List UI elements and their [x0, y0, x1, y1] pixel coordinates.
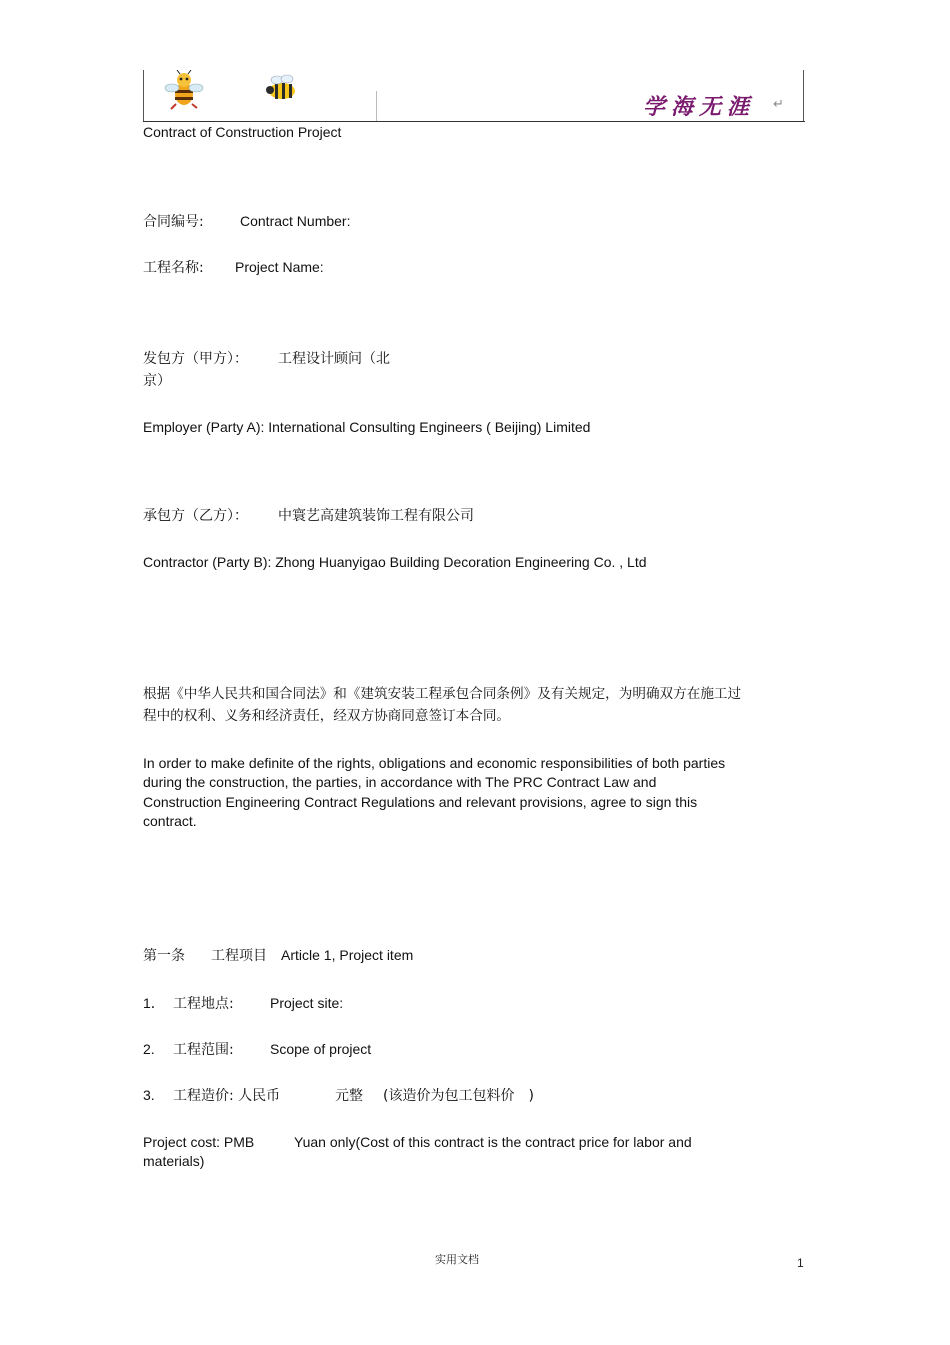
header-left-rule: [143, 70, 144, 121]
item2-en: Scope of project: [270, 1041, 372, 1057]
running-title: Contract of Construction Project: [143, 124, 342, 140]
header-logo-text: 学海无涯: [643, 94, 756, 120]
item2-number: 2.: [143, 1041, 155, 1057]
party-b-value-cn: 中寰艺高建筑装饰工程有限公司: [278, 508, 474, 524]
item3-number: 3.: [143, 1087, 155, 1103]
bee-icon: [263, 74, 301, 102]
page-number: 1: [797, 1256, 804, 1270]
project-cost-en-line2: materials): [143, 1153, 205, 1169]
item1-number: 1．: [143, 995, 165, 1011]
bee-mascot-icon: [162, 70, 206, 110]
preamble-en: In order to make definite of the rights, obligations and economic responsibilities of both parties during the construction, the parties, in accordance with The PRC Contract Law and Construction Engineering Contract Regulations and relevant provisions, agree to sign this contract.: [143, 755, 726, 829]
project-name-label-en: Project Name:: [235, 259, 324, 275]
item2-cn: 工程范围:: [173, 1042, 234, 1058]
item3-cn: 工程造价: 人民币: [173, 1088, 281, 1104]
header-bottom-rule: [143, 121, 805, 122]
article1-heading-en: Article 1, Project item: [281, 947, 414, 963]
footer-text: 实用文档: [435, 1253, 479, 1266]
party-b-label-cn: 承包方（乙方）：: [143, 508, 248, 524]
header-mid-rule: [376, 91, 377, 121]
party-a-en: Employer (Party A): International Consulting Engineers ( Beijing) Limited: [143, 419, 591, 435]
project-cost-en-b: Yuan only(Cost of this contract is the contract price for labor and: [294, 1134, 692, 1150]
item1-cn: 工程地点:: [173, 996, 234, 1012]
article1-number-cn: 第一条: [143, 948, 185, 964]
project-name-label-cn: 工程名称:: [143, 260, 204, 276]
contract-number-label-en: Contract Number:: [240, 213, 351, 229]
return-mark: ↵: [773, 96, 784, 111]
article1-heading-cn: 工程项目: [211, 948, 267, 964]
preamble-cn: 根据《中华人民共和国合同法》和《建筑安装工程承包合同条例》及有关规定，为明确双方在施工过程中的权利、义务和经济责任，经双方协商同意签订本合同。: [143, 686, 742, 724]
party-a-value-cn-line1: 工程设计顾问（北: [278, 351, 390, 367]
item3-cn-note: (该造价为包工包料价 ): [383, 1088, 534, 1104]
contract-number-label-cn: 合同编号:: [143, 214, 204, 230]
header-right-rule: [803, 70, 804, 121]
item1-en: Project site:: [270, 995, 344, 1011]
party-a-label-cn: 发包方（甲方）：: [143, 351, 248, 367]
party-b-en: Contractor (Party B): Zhong Huanyigao Building Decoration Engineering Co. , Ltd: [143, 554, 647, 570]
party-a-value-cn-line2: 京）: [143, 373, 171, 389]
project-cost-en-a: Project cost: PMB: [143, 1134, 255, 1150]
item3-cn-mid: 元整: [335, 1088, 363, 1104]
